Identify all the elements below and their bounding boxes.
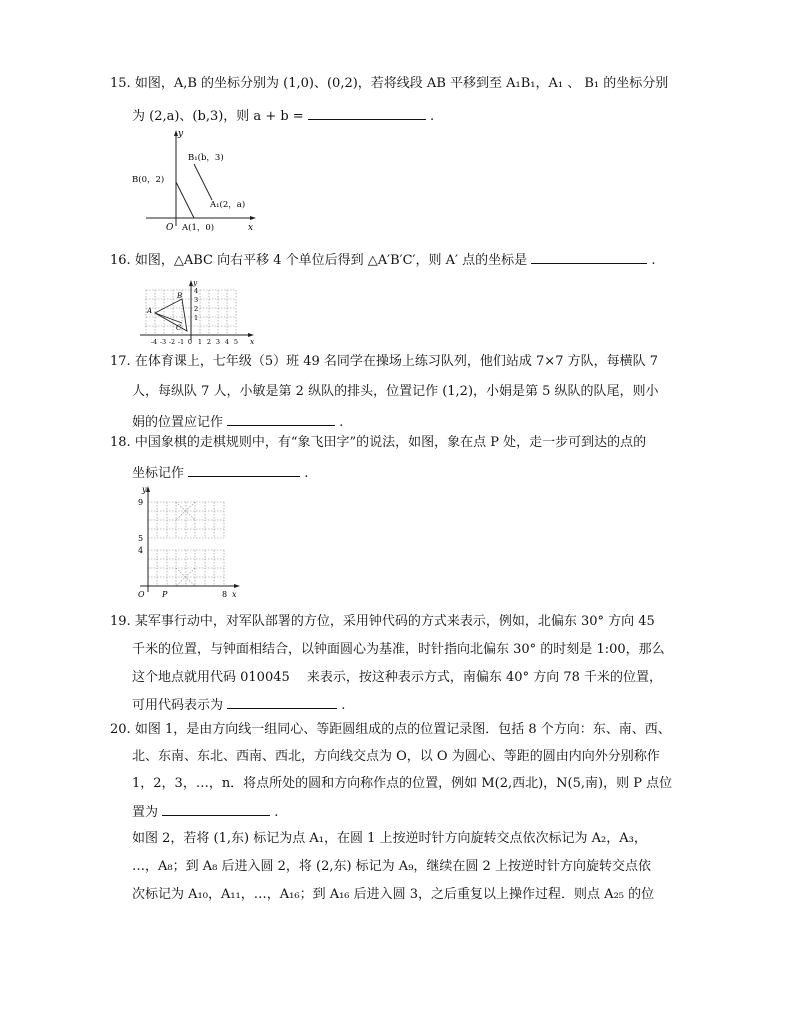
- q15-text-2: 为 (2,a)、(b,3)，则 a + b =: [132, 109, 304, 124]
- q16-label-B: B: [177, 292, 183, 300]
- q17-text-1: 在体育课上，七年级（5）班 49 名同学在操场上练习队列，他们站成 7×7 方队，每横队 7: [134, 354, 659, 369]
- q16-xtick: -3: [159, 338, 167, 346]
- q15-number: 15.: [110, 76, 131, 91]
- q19-line2: [132, 640, 665, 660]
- q18-label-P: P: [162, 590, 168, 599]
- q19-text-2: 千米的位置，与钟面相结合，以钟面圆心为基准，时针指向北偏东 30° 的时刻是 1:00，那么: [132, 642, 665, 657]
- q17-period: .: [339, 415, 344, 430]
- q16-text-1: 如图，△ABC 向右平移 4 个单位后得到 △A′B′C′，则 A′ 点的坐标是: [134, 253, 528, 268]
- q20-text-3: 1，2，3，…，n．将点所处的圆和方向称作点的位置，例如 M(2,西北)，N(5,南)，则 P 点位: [132, 776, 673, 791]
- q16-xtick: 5: [233, 338, 239, 346]
- q16-ytick: 1: [194, 314, 199, 322]
- q18-x-arrow-icon: [234, 584, 240, 588]
- q16-label-A: A: [147, 307, 153, 315]
- q16-xtick: 0: [187, 338, 193, 346]
- q15-label-B: B(0，2): [132, 175, 165, 185]
- q17-answer-blank[interactable]: [227, 411, 335, 426]
- q18-grid-top: [148, 502, 224, 538]
- q20-answer-blank[interactable]: [162, 801, 270, 816]
- q15-y-label: y: [178, 129, 184, 139]
- q19-text-1: 某军事行动中，对军队部署的方位，采用钟代码的方式来表示，例如，北偏东 30° 方向 45: [134, 614, 655, 629]
- q20-line4: [132, 801, 278, 823]
- q20-line1: [110, 720, 671, 740]
- q16-answer-blank[interactable]: [531, 249, 647, 264]
- q19-period: .: [341, 698, 346, 713]
- q18-y-label: y: [142, 485, 147, 494]
- q16-line1: [110, 249, 656, 271]
- q18-xtick-8: 8: [222, 590, 228, 599]
- q16-xtick: 4: [224, 338, 230, 346]
- q16-xtick: -2: [168, 338, 176, 346]
- q20-line5: [132, 829, 647, 849]
- q16-xtick: -1: [177, 338, 185, 346]
- q20-number: 20.: [110, 722, 131, 737]
- q17-line3: [132, 411, 343, 433]
- q18-y-arrow-icon: [146, 486, 150, 492]
- q16-xtick: 3: [215, 338, 221, 346]
- q16-ytick: 4: [194, 287, 199, 295]
- q19-text-3: 这个地点就用代码 010045 来表示，按这种表示方式，南偏东 40° 方向 78 千米的位置，: [132, 670, 663, 685]
- q15-line2: [132, 105, 434, 127]
- q19-line4: [132, 694, 345, 716]
- q15-x-label: x: [248, 223, 254, 233]
- q17-line1: [110, 352, 658, 372]
- q20-text-5: 如图 2，若将 (1,东) 标记为点 A₁，在圆 1 上按逆时针方向旋转交点依次标记为 A₂，A₃，: [132, 831, 647, 846]
- q17-text-3: 娟的位置应记作: [132, 415, 224, 430]
- q18-period: .: [304, 466, 309, 481]
- q17-line2: [132, 382, 659, 402]
- q18-number: 18.: [110, 435, 131, 450]
- q20-text-2: 北、东南、东北、西南、西北，方向线交点为 O，以 O 为圆心、等距的圆由内向外分别称作: [132, 749, 660, 764]
- q20-text-6: …，A₈；到 A₈ 后进入圆 2，将 (2,东) 标记为 A₉，继续在圆 2 上按逆时针方向旋转交点依: [132, 859, 651, 874]
- q16-label-C: C: [176, 324, 182, 332]
- q17-number: 17.: [110, 354, 131, 369]
- q15-answer-blank[interactable]: [308, 105, 426, 120]
- q15-period: .: [429, 109, 435, 124]
- q15-figure: [132, 126, 262, 236]
- q15-label-A: A(1，0): [182, 223, 215, 233]
- q18-figure: [132, 484, 252, 606]
- q20-line3: [132, 774, 672, 794]
- q18-line2: [132, 462, 308, 484]
- q17-text-2: 人，每纵队 7 人，小敏是第 2 纵队的排头，位置记作 (1,2)，小娟是第 5 纵队的队尾，则小: [132, 384, 659, 399]
- q19-number: 19.: [110, 614, 131, 629]
- q15-segment-AB: [176, 182, 194, 218]
- q16-x-label: x: [250, 337, 255, 346]
- q15-label-A1: A₁(2，a): [210, 200, 246, 210]
- q16-xtick: 2: [206, 338, 212, 346]
- q16-ytick: 2: [194, 305, 199, 313]
- q20-text-4: 置为: [132, 805, 159, 820]
- q20-period: .: [274, 805, 279, 820]
- q18-origin-label: O: [138, 590, 145, 599]
- q20-text-7: 次标记为 A₁₀，A₁₁，…，A₁₆；到 A₁₆ 后进入圆 3，之后重复以上操作过程．则点 A₂₅ 的位: [132, 887, 655, 902]
- q16-ytick: 3: [194, 296, 199, 304]
- q15-label-B1: B₁(b，3): [188, 153, 224, 163]
- q15-text-1: 如图，A,B 的坐标分别为 (1,0)、(0,2)，若将线段 AB 平移到至 A₁B₁，A₁ 、 B₁ 的坐标分别: [134, 76, 669, 91]
- q20-line2: [132, 747, 660, 767]
- q16-triangle-edge: [155, 313, 182, 323]
- q18-x-label: x: [232, 590, 237, 599]
- q16-number: 16.: [110, 253, 131, 268]
- q18-ytick-5: 5: [138, 534, 144, 543]
- q19-line3: [132, 668, 662, 688]
- q20-line7: [132, 885, 654, 905]
- q18-line1: [110, 433, 646, 453]
- q20-line6: [132, 857, 651, 877]
- q18-grid-bottom: [148, 550, 224, 586]
- q16-figure: [130, 278, 260, 348]
- q18-text-2: 坐标记作: [132, 466, 185, 481]
- q19-text-4: 可用代码表示为: [132, 698, 224, 713]
- q15-x-arrow-icon: [250, 216, 256, 220]
- q16-y-label: y: [193, 278, 198, 287]
- q16-period: .: [651, 253, 656, 268]
- q18-text-1: 中国象棋的走棋规则中，有“象飞田字”的说法，如图，象在点 P 处，走一步可到达的点的: [134, 435, 647, 450]
- q18-answer-blank[interactable]: [188, 462, 300, 477]
- q16-xtick: -4: [150, 338, 158, 346]
- q18-ytick-9: 9: [138, 498, 144, 507]
- q15-segment-A1B1: [194, 164, 212, 200]
- q15-origin-label: O: [166, 223, 174, 233]
- q20-text-1: 如图 1，是由方向线一组同心、等距圆组成的点的位置记录图．包括 8 个方向：东、南、西、: [134, 722, 671, 737]
- q19-answer-blank[interactable]: [227, 694, 337, 709]
- q19-line1: [110, 612, 655, 632]
- q15-line1: [110, 74, 668, 94]
- q16-xtick: 1: [197, 338, 203, 346]
- q18-ytick-4: 4: [138, 546, 144, 555]
